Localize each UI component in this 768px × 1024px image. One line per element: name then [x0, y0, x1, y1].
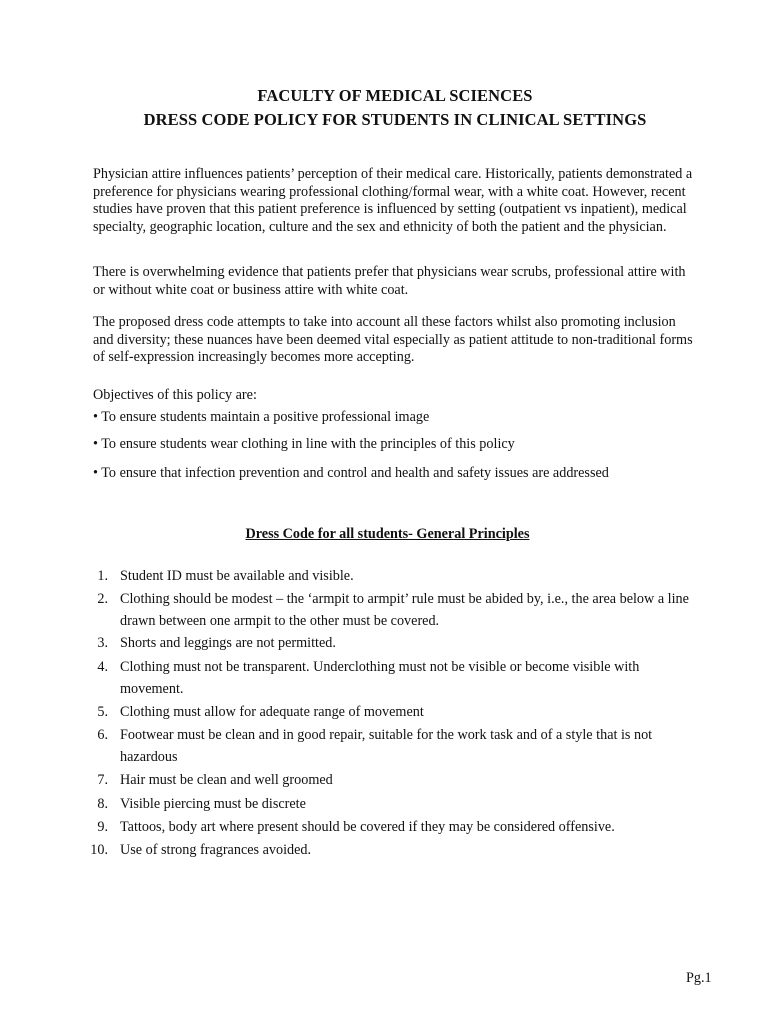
intro-paragraph-2: There is overwhelming evidence that patients prefer that physicians wear scrubs, professional attire with or without white coat or business attire with white coat.	[93, 264, 686, 298]
list-item-number: 2.	[97, 591, 108, 607]
list-item-number: 9.	[97, 819, 108, 835]
objective-item: • To ensure that infection prevention and control and health and safety issues are addressed	[93, 465, 609, 481]
objective-item: • To ensure students wear clothing in line with the principles of this policy	[93, 436, 515, 452]
list-item-number: 4.	[97, 659, 108, 675]
objective-item: • To ensure students maintain a positive professional image	[93, 409, 430, 425]
list-item-text: Clothing must not be transparent. Underclothing must not be visible or become visible with movement.	[120, 659, 640, 697]
list-item-number: 10.	[90, 842, 108, 858]
list-item-number: 6.	[97, 727, 108, 743]
list-item-number: 8.	[97, 796, 108, 812]
list-item-text: Tattoos, body art where present should be covered if they may be considered offensive.	[120, 819, 615, 835]
policy-title: DRESS CODE POLICY FOR STUDENTS IN CLINICAL SETTINGS	[143, 110, 647, 129]
list-item-number: 3.	[97, 635, 108, 651]
objectives-heading: Objectives of this policy are:	[93, 387, 257, 403]
list-item-text: Visible piercing must be discrete	[120, 796, 306, 812]
list-item-text: Footwear must be clean and in good repair, suitable for the work task and of a style that is not hazardous	[120, 727, 653, 765]
page-number: Pg.1	[686, 970, 712, 986]
intro-paragraph-3: The proposed dress code attempts to take into account all these factors whilst also promoting inclusion and diversity; these nuances have been deemed vital especially as patient attitude to non-traditional forms of self-expression increasingly becomes more accepting.	[93, 314, 693, 365]
list-item-number: 7.	[97, 772, 108, 788]
intro-paragraph-1: Physician attire influences patients’ perception of their medical care. Historically, patients demonstrated a preference for physicians wearing professional clothing/formal wear, with a white coat. However, recent studies have proven that this patient preference is influenced by setting (outpatient vs inpatient), medical specialty, geographic location, culture and the sex and ethnicity of both the patient and the physician.	[93, 166, 693, 235]
list-item-text: Clothing must allow for adequate range of movement	[120, 704, 424, 720]
list-item-text: Hair must be clean and well groomed	[120, 772, 333, 788]
list-item-number: 1.	[97, 568, 108, 584]
faculty-title: FACULTY OF MEDICAL SCIENCES	[257, 86, 533, 105]
list-item-text: Shorts and leggings are not permitted.	[120, 635, 336, 651]
list-item-number: 5.	[97, 704, 108, 720]
list-item-text: Use of strong fragrances avoided.	[120, 842, 312, 858]
list-item-text: Student ID must be available and visible.	[120, 568, 354, 584]
section-heading-general-principles: Dress Code for all students- General Principles	[245, 526, 530, 542]
list-item-text: Clothing should be modest – the ‘armpit to armpit’ rule must be abided by, i.e., the area below a line drawn between one armpit to the other must be covered.	[120, 591, 689, 629]
